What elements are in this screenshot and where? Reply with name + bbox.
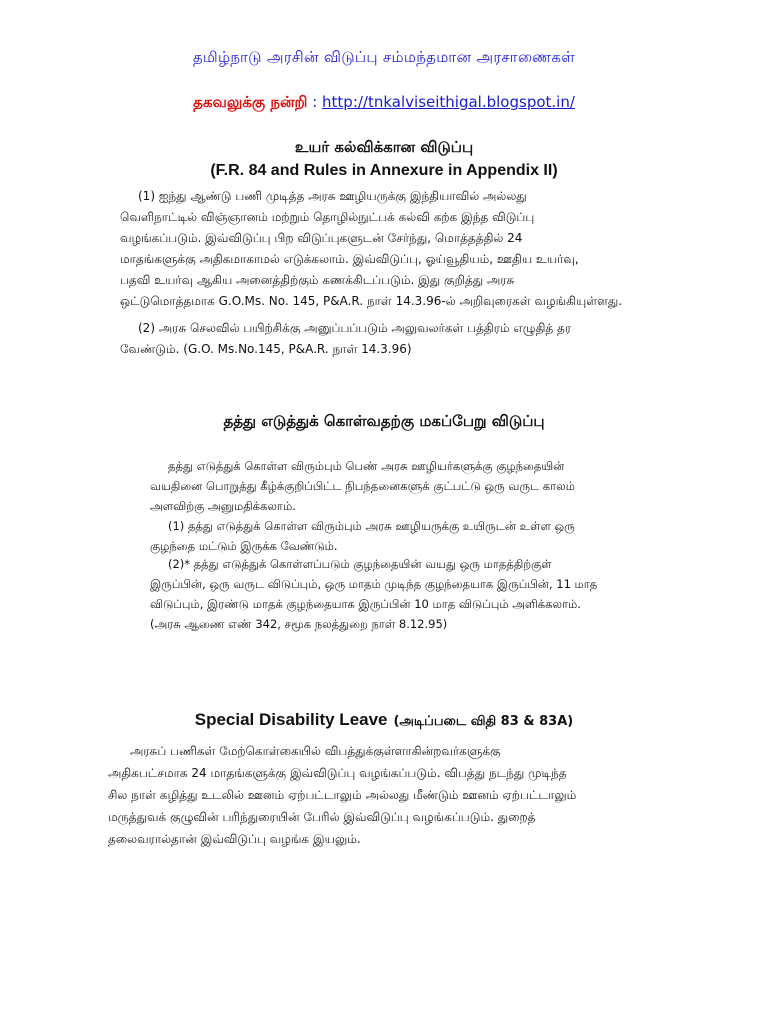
section2-p1-line: அளவிற்கு அனுமதிக்கலாம். [150, 499, 296, 513]
section1-subheading: (F.R. 84 and Rules in Annexure in Appendix II) [210, 162, 558, 179]
section2-paragraph2 [150, 516, 645, 556]
section3-heading-ta: (அடிப்படை விதி 83 & 83A) [393, 714, 574, 729]
section2-p3-line: இருப்பின், ஒரு வருட விடுப்பும், ஒரு மாதம் முடிந்த குழந்தையாக இருப்பின், 11 மாத [150, 577, 598, 591]
credit-separator: : [312, 93, 318, 111]
section1-p1-line: பதவி உயர்வு ஆகிய அனைத்திற்கும் கணக்கிடப்படும். இது குறித்து அரசு [120, 273, 515, 287]
section2-paragraph1 [150, 456, 645, 516]
section1-p2-line: (2) அரசு செலவில் பயிற்சிக்கு அனுப்பப்படும் அலுவலர்கள் பத்திரம் எழுதித் தர [138, 321, 572, 335]
section2-p1-line: தத்து எடுத்துக் கொள்ள விரும்பும் பெண் அரசு ஊழியர்களுக்கு குழந்தையின் [168, 459, 565, 473]
section1-paragraph1 [120, 186, 650, 312]
section1-p1-line: வழங்கப்படும். இவ்விடுப்பு பிற விடுப்புகளுடன் சேர்ந்து, மொத்தத்தில் 24 [120, 231, 523, 245]
section1-heading: உயர் கல்விக்கான விடுப்பு [294, 138, 474, 156]
section2-p3-line: (2)* தத்து எடுத்துக் கொள்ளப்படும் குழந்தையின் வயது ஒரு மாதத்திற்குள் [168, 557, 552, 571]
credit-line [0, 93, 768, 113]
section2-p2-line: குழந்தை மட்டும் இருக்க வேண்டும். [150, 539, 338, 553]
section1-paragraph2 [120, 318, 650, 360]
section3-p1-line: தலைவரால்தான் இவ்விடுப்பு வழங்க இயலும். [108, 832, 361, 846]
section1-p1-line: மாதங்களுக்கு அதிகமாகாமல் எடுக்கலாம். இவ்விடுப்பு, ஓய்வூதியம், ஊதிய உயர்வு, [120, 252, 579, 266]
section3-p1-line: அதிகபட்சமாக 24 மாதங்களுக்கு இவ்விடுப்பு வழங்கப்படும். விபத்து நடந்து முடிந்த [108, 766, 567, 780]
section2-heading: தத்து எடுத்துக் கொள்வதற்கு மகப்பேறு விடுப்பு [223, 412, 545, 430]
section2-p3-line: விடுப்பும், இரண்டு மாதக் குழந்தையாக இருப்பின் 10 மாத விடுப்பும் அளிக்கலாம். [150, 597, 581, 611]
page-title: தமிழ்நாடு அரசின் விடுப்பு சம்மந்தமான அரசாணைகள் [192, 48, 576, 66]
section2-paragraph3 [150, 554, 645, 634]
section1-p1-line: (1) ஐந்து ஆண்டு பணி முடித்த அரசு ஊழியருக்கு இந்தியாவில் அல்லது [138, 189, 527, 203]
section3-p1-line: அரசுப் பணிகள் மேற்கொள்கையில் விபத்துக்குள்ளாகின்றவர்களுக்கு [130, 744, 501, 758]
section1-p2-line: வேண்டும். (G.O. Ms.No.145, P&A.R. நாள் 14.3.96) [120, 342, 412, 356]
section3-p1-line: சில நாள் கழித்து உடலில் ஊனம் ஏற்பட்டாலும் அல்லது மீண்டும் ஊனம் ஏற்பட்டாலும் [108, 788, 577, 802]
section2-p2-line: (1) தத்து எடுத்துக் கொள்ள விரும்பும் அரசு ஊழியருக்கு உயிருடன் உள்ள ஒரு [168, 519, 575, 533]
section3-heading [0, 710, 768, 730]
section3-p1-line: மருத்துவக் குழுவின் பரிந்துரையின் பேரில் இவ்விடுப்பு வழங்கப்படும். துறைத் [108, 810, 536, 824]
credit-label: தகவலுக்கு நன்றி [193, 93, 308, 111]
section1-p1-line: வெளிநாட்டில் விஞ்ஞானம் மற்றும் தொழில்நுட்பக் கல்வி கற்க இந்த விடுப்பு [120, 210, 535, 224]
source-link[interactable]: http://tnkalviseithigal.blogspot.in/ [322, 93, 575, 111]
section3-paragraph1 [108, 740, 656, 850]
section2-p1-line: வயதினை பொறுத்து கீழ்க்குறிப்பிட்ட நிபந்தனைகளுக் குட்பட்டு ஒரு வருட காலம் [150, 479, 575, 493]
section1-p1-line: ஒட்டுமொத்தமாக G.O.Ms. No. 145, P&A.R. நாள் 14.3.96-ல் அறிவுரைகள் வழங்கியுள்ளது. [120, 294, 623, 308]
section2-p3-line: (அரசு ஆணை எண் 342, சமூக நலத்துறை நாள் 8.12.95) [150, 617, 448, 631]
section3-heading-en: Special Disability Leave [194, 710, 388, 729]
